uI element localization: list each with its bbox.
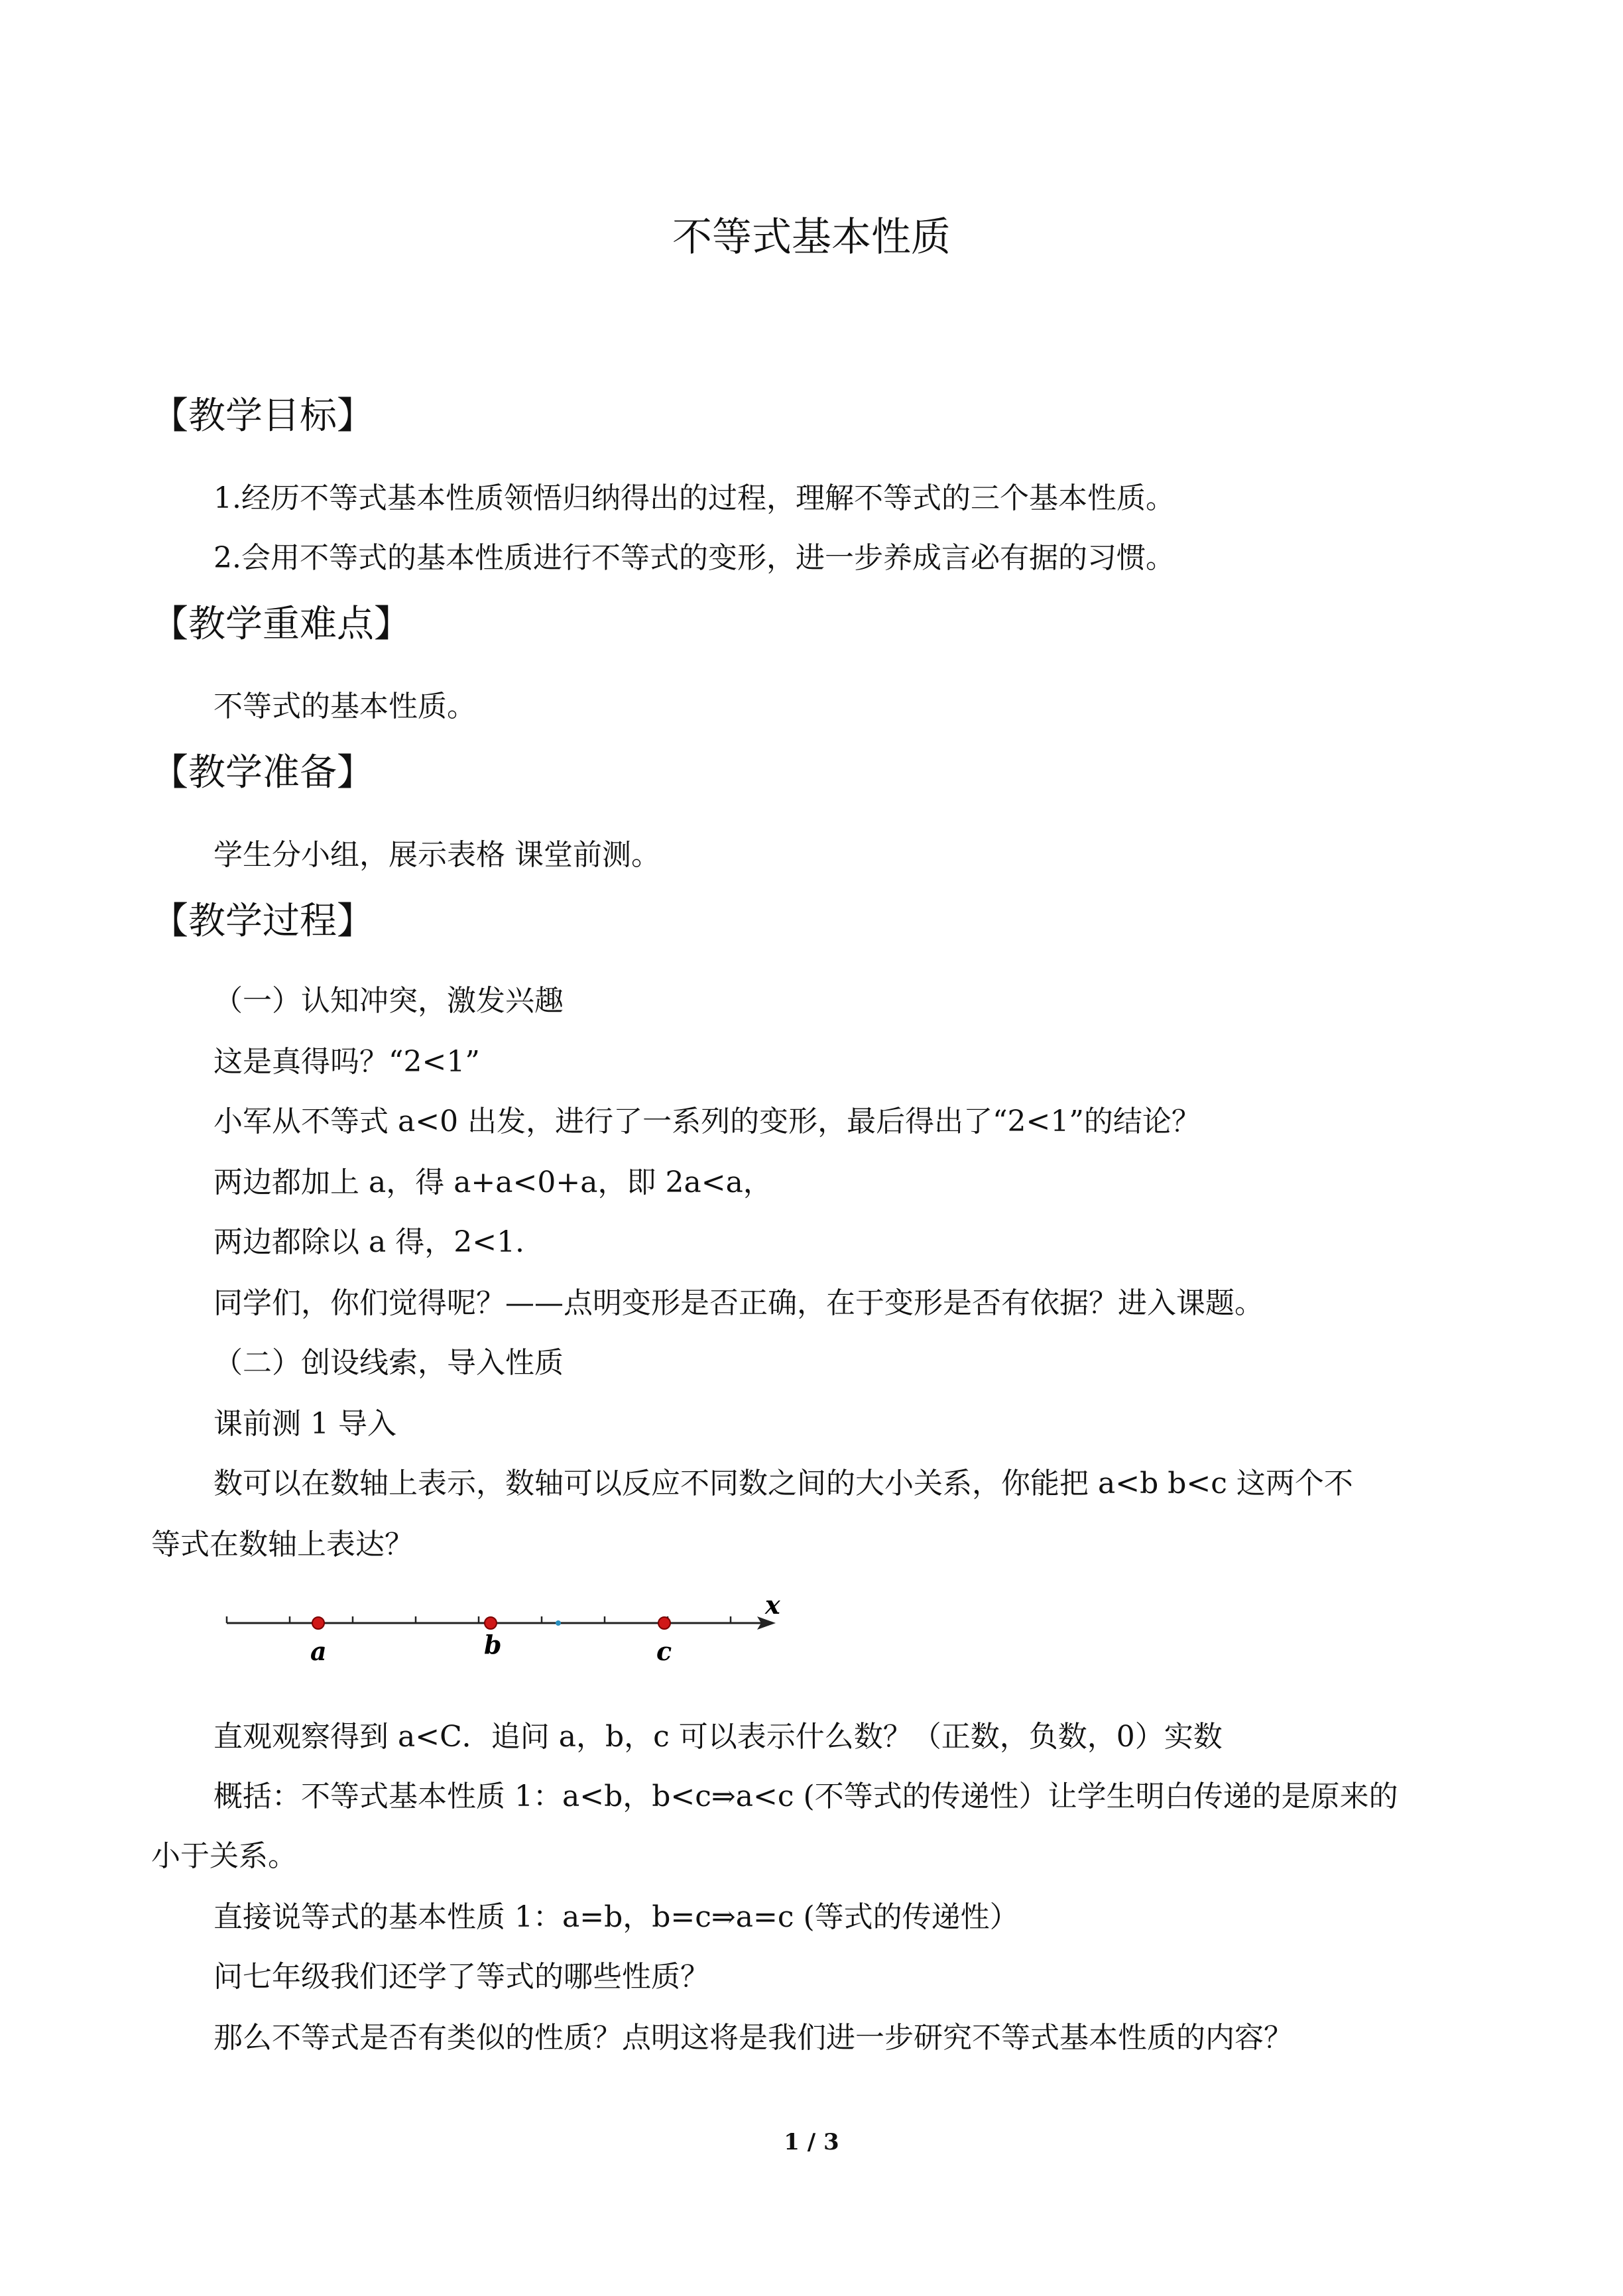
process-line: 问七年级我们还学了等式的哪些性质？	[213, 1960, 709, 1994]
process-line: （二）创设线索，导入性质	[213, 1346, 564, 1380]
label-c: c	[656, 1636, 672, 1666]
process-line: 直接说等式的基本性质 1：a=b，b=c⇒a=c (等式的传递性）	[213, 1900, 1019, 1934]
origin-marker	[556, 1620, 561, 1626]
number-line-figure	[219, 1582, 789, 1675]
heading-process: 【教学过程】	[151, 900, 374, 943]
heading-key-points: 【教学重难点】	[151, 603, 411, 646]
process-line: 直观观察得到 a<C．追问 a，b，c 可以表示什么数？（正数，负数，0）实数	[213, 1720, 1223, 1754]
page-number: 1 / 3	[784, 2129, 839, 2155]
point-b	[485, 1617, 497, 1629]
label-x: x	[765, 1590, 780, 1620]
process-line: （一）认知冲突，激发兴趣	[213, 984, 564, 1018]
key-points-text: 不等式的基本性质。	[213, 690, 476, 723]
process-line: 两边都除以 a 得，2<1.	[213, 1225, 525, 1259]
point-a	[312, 1617, 324, 1629]
process-line: 概括：不等式基本性质 1：a<b，b<c⇒a<c (不等式的传递性）让学生明白传递的是原来的	[213, 1780, 1398, 1813]
label-a: a	[310, 1636, 327, 1666]
objective-1: 1.经历不等式基本性质领悟归纳得出的过程，理解不等式的三个基本性质。	[213, 481, 1175, 515]
process-line: 那么不等式是否有类似的性质？点明这将是我们进一步研究不等式基本性质的内容？	[213, 2021, 1293, 2055]
process-line: 这是真得吗？“2<1”	[213, 1045, 480, 1079]
objective-2: 2.会用不等式的基本性质进行不等式的变形，进一步养成言必有据的习惯。	[213, 541, 1175, 575]
process-line: 课前测 1 导入	[213, 1407, 396, 1441]
heading-objectives: 【教学目标】	[151, 394, 374, 438]
label-b: b	[484, 1630, 502, 1660]
process-line: 小军从不等式 a<0 出发，进行了一系列的变形，最后得出了“2<1”的结论？	[213, 1105, 1201, 1138]
process-line: 两边都加上 a，得 a+a<0+a，即 2a<a，	[213, 1166, 772, 1199]
point-c	[658, 1617, 670, 1629]
process-line: 等式在数轴上表达？	[151, 1528, 414, 1561]
process-line: 数可以在数轴上表示，数轴可以反应不同数之间的大小关系，你能把 a<b b<c 这两个不	[213, 1467, 1353, 1500]
document-title: 不等式基本性质	[672, 214, 951, 261]
heading-preparation: 【教学准备】	[151, 751, 374, 794]
process-line: 小于关系。	[151, 1839, 297, 1873]
preparation-text: 学生分小组，展示表格 课堂前测。	[213, 838, 660, 872]
process-line: 同学们，你们觉得呢？——点明变形是否正确，在于变形是否有依据？进入课题。	[213, 1286, 1264, 1320]
